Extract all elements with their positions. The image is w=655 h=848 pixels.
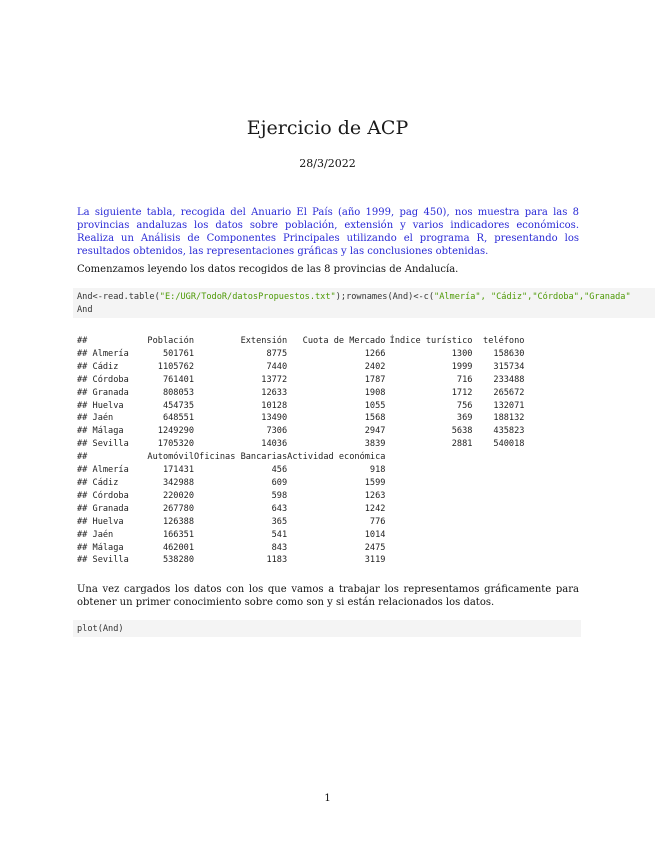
console-marker: ## Sevilla — [77, 555, 129, 566]
column-header: Actividad económica — [287, 452, 386, 463]
table-cell: 3119 — [364, 555, 386, 566]
document-title: Ejercicio de ACP — [246, 117, 409, 139]
output-row — [77, 438, 524, 451]
table-cell: 1266 — [364, 348, 386, 359]
row-name: Almería — [92, 465, 129, 476]
table-cell: 2402 — [364, 361, 386, 372]
column-header: Población — [147, 336, 194, 346]
column-header: teléfono — [483, 336, 525, 346]
console-marker: ## Jaén — [77, 529, 114, 540]
output-header-row — [77, 335, 524, 348]
table-cell: 166351 — [162, 529, 194, 540]
table-cell: 369 — [456, 413, 473, 424]
table-cell: 540018 — [493, 439, 525, 450]
output-table — [77, 335, 524, 567]
console-marker: ## — [77, 336, 88, 346]
output-row — [77, 400, 524, 413]
output-row — [77, 387, 524, 400]
table-cell: 315734 — [493, 361, 525, 372]
table-cell: 14036 — [261, 439, 288, 450]
table-cell: 8775 — [266, 348, 288, 359]
row-name: Sevilla — [92, 555, 129, 566]
table-cell: 7306 — [266, 426, 288, 437]
reading-paragraph: Comenzamos leyendo los datos recogidos de las 8 provincias de Andalucía. — [77, 264, 459, 275]
table-cell: 1712 — [451, 387, 473, 398]
table-cell: 1055 — [364, 400, 386, 411]
table-cell: 456 — [271, 465, 288, 476]
table-cell: 1908 — [364, 387, 386, 398]
table-cell: 171431 — [162, 465, 194, 476]
table-cell: 761401 — [162, 374, 194, 385]
output-row — [77, 348, 524, 361]
page-number: 1 — [324, 793, 331, 804]
table-cell: 1999 — [451, 361, 473, 372]
column-header: Oficinas Bancarias — [194, 452, 288, 463]
table-cell: 501761 — [162, 348, 194, 359]
table-cell: 648551 — [162, 413, 194, 424]
console-marker: ## — [77, 452, 88, 463]
console-marker: ## Sevilla — [77, 439, 129, 450]
table-cell: 7440 — [266, 361, 288, 372]
column-header: Extensión — [240, 336, 288, 346]
code-string: "Almería", "Cádiz","Córdoba","Granada" — [434, 292, 631, 302]
code-text: );rownames(And)<-c( — [335, 292, 435, 302]
row-name: Huelva — [92, 516, 124, 527]
table-cell: 1705320 — [157, 439, 194, 450]
table-cell: 843 — [271, 542, 288, 553]
table-cell: 2881 — [451, 439, 473, 450]
table-cell: 265672 — [493, 387, 525, 398]
table-cell: 158630 — [493, 348, 525, 359]
output-row — [77, 361, 524, 374]
document-date: 28/3/2022 — [299, 157, 356, 170]
output-row — [77, 529, 524, 542]
column-header: Cuota de Mercado — [302, 336, 386, 346]
console-marker: ## Málaga — [77, 426, 124, 437]
table-cell: 1183 — [266, 555, 288, 566]
row-name: Málaga — [92, 426, 124, 437]
table-cell: 598 — [271, 490, 288, 501]
row-name: Cádiz — [92, 361, 119, 372]
table-cell: 3839 — [364, 439, 386, 450]
row-name: Córdoba — [92, 374, 129, 385]
output-row — [77, 503, 524, 516]
row-name: Granada — [92, 503, 129, 514]
table-cell: 2475 — [364, 542, 386, 553]
table-cell: 1014 — [364, 529, 386, 540]
table-cell: 1105762 — [157, 361, 194, 372]
console-marker: ## Cádiz — [77, 361, 119, 372]
table-cell: 776 — [369, 516, 386, 527]
table-cell: 808053 — [162, 387, 194, 398]
console-marker: ## Granada — [77, 503, 129, 514]
column-header: Índice turístico — [389, 336, 473, 346]
row-name: Sevilla — [92, 439, 129, 450]
table-cell: 267780 — [162, 503, 194, 514]
table-cell: 716 — [456, 374, 473, 385]
table-cell: 10128 — [261, 400, 288, 411]
console-marker: ## Huelva — [77, 516, 124, 527]
output-row — [77, 374, 524, 387]
code-block-read-table — [73, 288, 655, 318]
table-cell: 609 — [271, 477, 288, 488]
plot-paragraph: Una vez cargados los datos con los que vamos a trabajar los representamos gráficamente para obtener un primer conocimiento sobre como son y si están relacionados los datos. — [77, 584, 579, 608]
table-cell: 1300 — [451, 348, 473, 359]
code-string: "E:/UGR/TodoR/datosPropuestos.txt" — [159, 292, 336, 302]
table-cell: 5638 — [451, 426, 473, 437]
column-header: Automóvil — [147, 452, 194, 463]
row-name: Granada — [92, 387, 129, 398]
table-cell: 1599 — [364, 477, 386, 488]
row-name: Cádiz — [92, 477, 119, 488]
table-cell: 756 — [456, 400, 473, 411]
table-cell: 365 — [271, 516, 288, 527]
table-cell: 233488 — [493, 374, 525, 385]
table-cell: 1249290 — [157, 426, 194, 437]
table-cell: 541 — [271, 529, 288, 540]
output-row — [77, 425, 524, 438]
output-row — [77, 554, 524, 567]
console-marker: ## Córdoba — [77, 374, 129, 385]
table-cell: 342988 — [162, 477, 194, 488]
table-cell: 1263 — [364, 490, 386, 501]
code-block-plot: plot(And) — [73, 620, 581, 637]
output-row — [77, 490, 524, 503]
output-header-row — [77, 451, 524, 464]
table-cell: 454735 — [162, 400, 194, 411]
table-cell: 126388 — [162, 516, 194, 527]
output-table-body — [77, 335, 524, 567]
console-marker: ## Almería — [77, 348, 129, 359]
row-name: Jaén — [92, 413, 114, 424]
output-row — [77, 412, 524, 425]
output-row — [77, 516, 524, 529]
intro-paragraph: La siguiente tabla, recogida del Anuario El País (año 1999, pag 450), nos muestra para las 8 provincias andaluzas los datos sobre población, extensión y varios indicadores económicos. Realiza un Análisis de Componentes Principales utilizando el programa R, presentando los resultados obtenidos, las representaciones gráficas y las conclusiones obtenidas. — [77, 207, 579, 257]
table-cell: 435823 — [493, 426, 525, 437]
console-marker: ## Almería — [77, 465, 129, 476]
table-cell: 538280 — [162, 555, 194, 566]
row-name: Almería — [92, 348, 129, 359]
row-name: Jaén — [92, 529, 114, 540]
output-row — [77, 542, 524, 555]
r-output — [77, 335, 524, 567]
output-row — [77, 477, 524, 490]
console-marker: ## Granada — [77, 387, 129, 398]
row-name: Córdoba — [92, 490, 129, 501]
table-cell: 462001 — [162, 542, 194, 553]
table-cell: 1242 — [364, 503, 386, 514]
table-cell: 1568 — [364, 413, 386, 424]
table-cell: 13772 — [261, 374, 288, 385]
console-marker: ## Málaga — [77, 542, 124, 553]
table-cell: 132071 — [493, 400, 525, 411]
code-text: And — [77, 305, 93, 315]
console-marker: ## Córdoba — [77, 490, 129, 501]
table-cell: 918 — [369, 465, 386, 476]
row-name: Huelva — [92, 400, 124, 411]
table-cell: 13490 — [261, 413, 288, 424]
table-cell: 2947 — [364, 426, 386, 437]
console-marker: ## Huelva — [77, 400, 124, 411]
console-marker: ## Jaén — [77, 413, 114, 424]
table-cell: 188132 — [493, 413, 525, 424]
table-cell: 643 — [271, 503, 288, 514]
output-row — [77, 464, 524, 477]
table-cell: 220020 — [162, 490, 194, 501]
code-text: And<-read.table( — [77, 292, 160, 302]
table-cell: 12633 — [261, 387, 288, 398]
table-cell: 1787 — [364, 374, 386, 385]
console-marker: ## Cádiz — [77, 477, 119, 488]
row-name: Málaga — [92, 542, 124, 553]
